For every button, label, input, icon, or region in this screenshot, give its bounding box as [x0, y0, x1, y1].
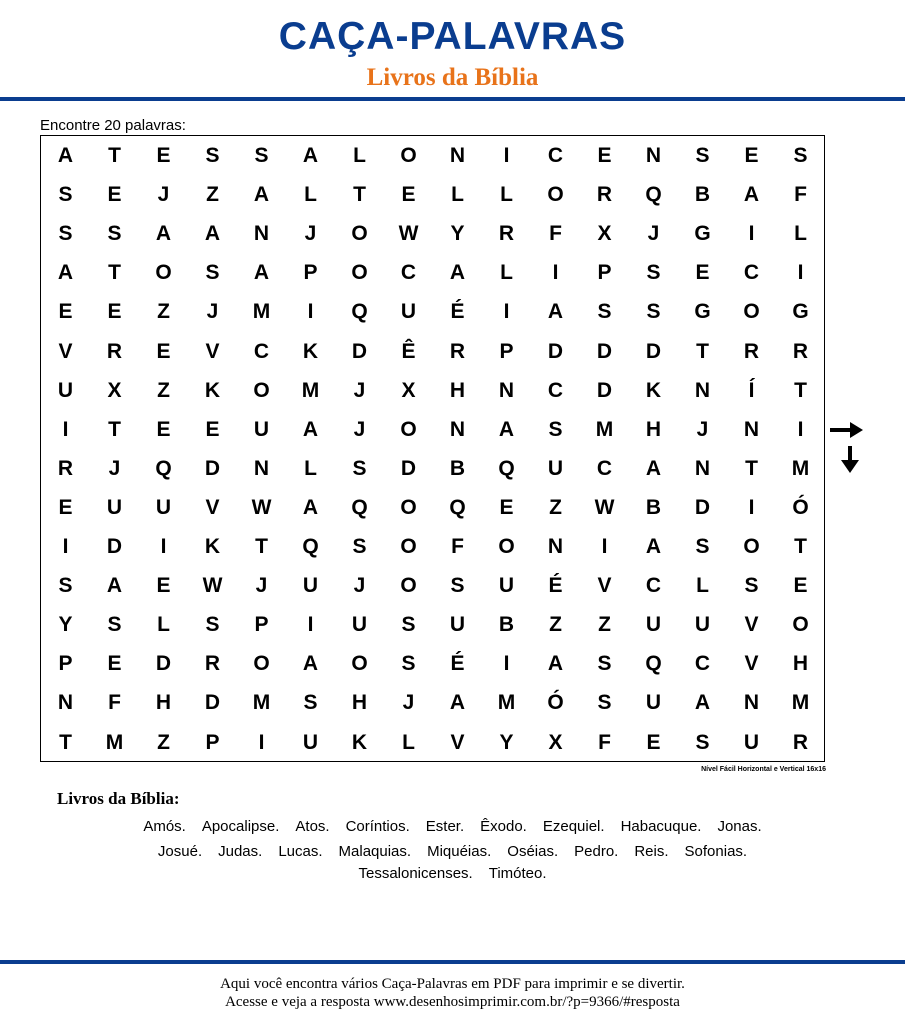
grid-cell: E — [744, 144, 759, 167]
grid-cell: T — [353, 183, 366, 207]
grid-cell: S — [58, 222, 73, 246]
grid-cell: O — [792, 613, 809, 637]
grid-cell: R — [596, 183, 613, 207]
grid-cell: D — [694, 495, 711, 519]
grid-cell: W — [251, 495, 272, 519]
grid-cell: U — [106, 495, 123, 519]
word-list-item: Atos. — [295, 818, 330, 835]
grid-cell: S — [205, 261, 220, 285]
grid-cell: N — [694, 456, 711, 480]
grid-cell: K — [645, 378, 662, 402]
grid-cell: A — [155, 222, 172, 246]
grid-cell: J — [353, 574, 366, 598]
grid-cell: U — [155, 495, 172, 519]
grid-cell: E — [156, 574, 171, 598]
grid-cell: E — [646, 730, 661, 754]
grid-cell: C — [547, 378, 564, 402]
grid-cell: K — [204, 378, 221, 402]
grid-cell: V — [450, 730, 465, 754]
grid-cell: E — [205, 417, 220, 441]
grid-cell: L — [794, 222, 807, 246]
page-title: CAÇA-PALAVRAS — [278, 15, 627, 58]
grid-cell: D — [204, 691, 221, 715]
grid-cell: D — [596, 339, 613, 363]
grid-cell: X — [401, 378, 416, 402]
grid-cell: S — [352, 535, 367, 558]
grid-cell: N — [694, 378, 711, 402]
grid-cell: S — [205, 144, 220, 167]
grid-cell: E — [107, 183, 122, 207]
grid-cell: B — [645, 495, 662, 519]
grid-cell: C — [596, 456, 613, 480]
grid-cell: D — [204, 456, 221, 480]
grid-cell: C — [253, 339, 270, 363]
grid-cell: J — [353, 378, 366, 402]
grid-cell: B — [449, 456, 466, 480]
grid-cell: I — [601, 535, 608, 558]
grid-cell: R — [106, 339, 123, 363]
grid-cell: L — [304, 456, 317, 480]
grid-cell: A — [547, 652, 564, 676]
grid-cell: M — [301, 378, 320, 402]
word-list-line — [0, 842, 905, 862]
grid-cell: M — [252, 691, 271, 715]
grid-cell: A — [449, 261, 466, 285]
grid-cell: N — [743, 417, 760, 441]
grid-cell: L — [696, 574, 709, 598]
word-list-item: Habacuque. — [620, 818, 702, 835]
grid-cell: U — [694, 613, 711, 637]
grid-cell: Z — [549, 495, 562, 519]
grid-cell: U — [253, 417, 270, 441]
grid-cell: Y — [450, 222, 465, 246]
footer-rule — [0, 960, 905, 964]
grid-cell: O — [351, 261, 368, 285]
grid-cell: P — [303, 261, 318, 285]
grid-cell: S — [793, 144, 808, 167]
grid-cell: O — [155, 261, 172, 285]
grid-cell: S — [205, 613, 220, 637]
word-list-item: Malaquias. — [338, 843, 412, 860]
grid-cell: S — [597, 691, 612, 715]
grid-cell: Z — [549, 613, 562, 637]
grid-cell: S — [401, 613, 416, 637]
grid-cell: S — [58, 183, 73, 207]
grid-cell: I — [503, 300, 510, 324]
grid-cell: U — [547, 456, 564, 480]
grid-cell: B — [498, 613, 515, 637]
grid-cell: U — [743, 730, 760, 754]
grid-cell: A — [743, 183, 760, 207]
grid-cell: L — [402, 730, 415, 754]
grid-cell: O — [400, 574, 417, 598]
grid-cell: F — [108, 691, 121, 715]
word-list-item: Êxodo. — [480, 818, 527, 835]
grid-cell: T — [794, 535, 807, 558]
grid-cell: N — [253, 456, 270, 480]
grid-cell: A — [253, 261, 270, 285]
grid-cell: U — [498, 574, 515, 598]
grid-cell: J — [255, 574, 268, 598]
grid-cell: N — [547, 535, 564, 558]
grid-cell: Z — [206, 183, 219, 207]
grid-cell: O — [253, 378, 270, 402]
grid-cell: Z — [598, 613, 611, 637]
grid-cell: A — [645, 535, 662, 558]
grid-cell: O — [498, 535, 515, 558]
grid-cell: I — [62, 417, 69, 441]
word-list-item: Ester. — [425, 818, 465, 835]
grid-cell: Q — [155, 456, 172, 480]
grid-cell: A — [204, 222, 221, 246]
grid-cell: O — [400, 535, 417, 558]
grid-cell: E — [695, 261, 710, 285]
grid-cell: S — [107, 613, 122, 637]
grid-cell: G — [792, 300, 809, 324]
grid-cell: J — [696, 417, 709, 441]
grid-cell: K — [204, 535, 221, 558]
grid-cell: T — [108, 261, 121, 285]
grid-cell: S — [597, 652, 612, 676]
grid-cell: S — [254, 144, 269, 167]
word-list-item: Miquéias. — [427, 843, 492, 860]
footer-line-1: Aqui você encontra vários Caça-Palavras em PDF para imprimir e se divertir. — [220, 976, 685, 992]
word-list-item: Lucas. — [278, 843, 323, 860]
grid-cell: N — [449, 417, 466, 441]
grid-cell: R — [449, 339, 466, 363]
grid-cell: A — [302, 144, 319, 167]
grid-cell: E — [58, 300, 73, 324]
grid-cell: S — [548, 417, 563, 441]
grid-cell: D — [596, 378, 613, 402]
grid-cell: N — [498, 378, 515, 402]
grid-cell: T — [794, 378, 807, 402]
word-list-item: Apocalipse. — [201, 818, 280, 835]
grid-cell: U — [400, 300, 417, 324]
grid-cell: U — [302, 574, 319, 598]
grid-cell: G — [694, 300, 711, 324]
grid-cell: L — [500, 261, 513, 285]
grid-cell: E — [793, 574, 808, 598]
grid-cell: I — [748, 495, 755, 519]
grid-cell: C — [694, 652, 711, 676]
grid-cell: W — [202, 574, 223, 598]
grid-cell: E — [597, 144, 612, 167]
grid-cell: O — [400, 144, 417, 167]
grid-cell: A — [645, 456, 662, 480]
grid-cell: I — [307, 300, 314, 324]
grid-cell: H — [351, 691, 368, 715]
grid-cell: H — [449, 378, 466, 402]
grid-cell: R — [743, 339, 760, 363]
grid-cell: L — [500, 183, 513, 207]
grid-cell: F — [451, 535, 464, 558]
grid-cell: L — [451, 183, 464, 207]
grid-cell: X — [107, 378, 122, 402]
grid-cell: P — [499, 339, 514, 363]
grid-cell: O — [547, 183, 564, 207]
grid-cell: Q — [351, 495, 368, 519]
grid-cell: A — [498, 417, 515, 441]
grid-cell: V — [58, 339, 73, 363]
grid-cell: O — [400, 417, 417, 441]
grid-cell: V — [597, 574, 612, 598]
grid-cell: Z — [157, 730, 170, 754]
grid-cell: Ê — [401, 339, 416, 363]
grid-cell: R — [57, 456, 74, 480]
grid-cell: U — [57, 378, 74, 402]
grid-cell: É — [450, 652, 465, 676]
grid-cell: W — [398, 222, 419, 246]
grid-cell: T — [745, 456, 758, 480]
word-list-item: Tessalonicenses. — [358, 865, 473, 882]
grid-cell: D — [106, 535, 123, 558]
grid-cell: Y — [58, 613, 73, 637]
grid-cell: S — [107, 222, 122, 246]
grid-cell: U — [645, 613, 662, 637]
grid-cell: S — [646, 261, 661, 285]
grid-cell: E — [156, 339, 171, 363]
grid-cell: M — [252, 300, 271, 324]
grid-cell: O — [400, 495, 417, 519]
grid-cell: E — [401, 183, 416, 207]
grid-cell: N — [645, 144, 662, 167]
grid-cell: M — [791, 691, 810, 715]
grid-cell: G — [694, 222, 711, 246]
grid-cell: O — [743, 300, 760, 324]
grid-cell: D — [351, 339, 368, 363]
grid-cell: Y — [499, 730, 514, 754]
grid-cell: I — [62, 535, 69, 558]
instructions: Encontre 20 palavras: — [40, 117, 186, 134]
grid-cell: H — [155, 691, 172, 715]
grid-cell: E — [107, 652, 122, 676]
grid-cell: I — [552, 261, 559, 285]
grid-cell: S — [695, 730, 710, 754]
grid-cell: E — [156, 417, 171, 441]
grid-cell: D — [645, 339, 662, 363]
grid-cell: A — [302, 417, 319, 441]
grid-cell: E — [107, 300, 122, 324]
grid-cell: H — [792, 652, 809, 676]
grid-cell: U — [351, 613, 368, 637]
grid-cell: O — [253, 652, 270, 676]
grid-cell: D — [547, 339, 564, 363]
grid-cell: A — [302, 652, 319, 676]
word-list-line — [0, 817, 905, 837]
grid-cell: S — [597, 300, 612, 324]
grid-cell: D — [155, 652, 172, 676]
grid-cell: A — [302, 495, 319, 519]
grid-cell: C — [400, 261, 417, 285]
grid-cell: É — [548, 574, 563, 598]
grid-cell: S — [744, 574, 759, 598]
grid-cell: I — [748, 222, 755, 246]
grid-cell: S — [646, 300, 661, 324]
grid-cell: P — [205, 730, 220, 754]
grid-cell: Z — [157, 378, 170, 402]
grid-cell: N — [253, 222, 270, 246]
word-list-line — [0, 864, 905, 884]
grid-cell: S — [58, 574, 73, 598]
grid-cell: T — [696, 339, 709, 363]
word-list-item: Oséias. — [507, 843, 559, 860]
grid-cell: U — [302, 730, 319, 754]
grid-cell: F — [549, 222, 562, 246]
grid-cell: A — [57, 261, 74, 285]
grid-cell: U — [645, 691, 662, 715]
grid-cell: K — [302, 339, 319, 363]
grid-cell: T — [59, 730, 72, 754]
grid-cell: F — [598, 730, 611, 754]
grid-cell: B — [694, 183, 711, 207]
grid-cell: S — [303, 691, 318, 715]
word-list-item: Timóteo. — [488, 865, 547, 882]
word-search-grid — [40, 135, 825, 762]
grid-cell: M — [791, 456, 810, 480]
grid-cell: E — [156, 144, 171, 167]
grid-cell: T — [108, 417, 121, 441]
grid-cell: D — [400, 456, 417, 480]
grid-cell: I — [797, 417, 804, 441]
grid-cell: P — [597, 261, 612, 285]
grid-cell: I — [160, 535, 167, 558]
grid-cell: O — [743, 535, 760, 558]
grid-cell: I — [503, 652, 510, 676]
grid-cell: F — [794, 183, 807, 207]
grid-cell: Q — [645, 183, 662, 207]
grid-cell: C — [547, 144, 564, 167]
grid-cell: S — [695, 535, 710, 558]
grid-cell: Q — [302, 535, 319, 558]
grid-cell: I — [307, 613, 314, 637]
grid-cell: E — [499, 495, 514, 519]
grid-cell: A — [57, 144, 74, 167]
grid-cell: I — [797, 261, 804, 285]
arrow-right-icon — [830, 421, 864, 439]
grid-cell: N — [449, 144, 466, 167]
grid-cell: S — [450, 574, 465, 598]
grid-cell: S — [352, 456, 367, 480]
grid-cell: N — [743, 691, 760, 715]
footer-line-2: Acesse e veja a resposta www.desenhosimprimir.com.br/?p=9366/#resposta — [225, 994, 680, 1010]
word-list-item: Ezequiel. — [542, 818, 605, 835]
grid-cell: V — [744, 652, 759, 676]
grid-cell: L — [157, 613, 170, 637]
grid-cell: É — [450, 300, 465, 324]
word-list-item: Sofonias. — [684, 843, 748, 860]
header-rule — [0, 97, 905, 101]
grid-cell: J — [353, 417, 366, 441]
grid-cell: K — [351, 730, 368, 754]
grid-cell: W — [594, 495, 615, 519]
grid-cell: T — [108, 144, 121, 167]
word-list-item: Jonas. — [717, 818, 762, 835]
grid-cell: Q — [645, 652, 662, 676]
grid-cell: L — [304, 183, 317, 207]
grid-cell: Q — [449, 495, 466, 519]
grid-cell: V — [205, 339, 220, 363]
grid-cell: H — [645, 417, 662, 441]
grid-cell: M — [595, 417, 614, 441]
grid-cell: J — [647, 222, 660, 246]
word-list-item: Josué. — [157, 843, 203, 860]
grid-cell: O — [351, 652, 368, 676]
grid-cell: Q — [498, 456, 515, 480]
grid-cell: J — [157, 183, 170, 207]
word-list-item: Pedro. — [574, 843, 619, 860]
grid-cell: S — [695, 144, 710, 167]
grid-cell: M — [497, 691, 516, 715]
word-list-item: Amós. — [143, 818, 186, 835]
grid-cell: A — [547, 300, 564, 324]
grid-cell: A — [106, 574, 123, 598]
grid-cell: Ó — [547, 691, 564, 715]
grid-cell: O — [351, 222, 368, 246]
grid-cell: V — [205, 495, 220, 519]
grid-cell: I — [258, 730, 265, 754]
grid-cell: C — [743, 261, 760, 285]
grid-cell: P — [58, 652, 73, 676]
grid-cell: R — [792, 339, 809, 363]
page-subtitle: Livros da Bíblia — [366, 64, 539, 91]
level-note: Nível Fácil Horizontal e Vertical 16x16 — [701, 766, 826, 773]
grid-cell: T — [255, 535, 268, 558]
grid-cell: U — [449, 613, 466, 637]
grid-cell: J — [108, 456, 121, 480]
grid-cell: Z — [157, 300, 170, 324]
word-list-item: Reis. — [634, 843, 669, 860]
grid-cell: C — [645, 574, 662, 598]
grid-cell: V — [744, 613, 759, 637]
grid-cell: Ó — [792, 495, 809, 519]
word-list-item: Coríntios. — [345, 818, 410, 835]
grid-cell: S — [401, 652, 416, 676]
grid-cell: Í — [748, 378, 755, 402]
grid-cell: R — [204, 652, 221, 676]
grid-cell: P — [254, 613, 269, 637]
grid-cell: A — [694, 691, 711, 715]
grid-cell: J — [206, 300, 219, 324]
grid-cell: J — [304, 222, 317, 246]
grid-cell: R — [498, 222, 515, 246]
arrow-down-icon — [840, 446, 860, 474]
grid-cell: X — [548, 730, 563, 754]
grid-cell: R — [792, 730, 809, 754]
grid-cell: X — [597, 222, 612, 246]
word-list-item: Judas. — [218, 843, 263, 860]
grid-cell: A — [253, 183, 270, 207]
grid-cell: I — [503, 144, 510, 167]
grid-cell: N — [57, 691, 74, 715]
grid-cell: M — [105, 730, 124, 754]
grid-cell: J — [402, 691, 415, 715]
grid-cell: L — [353, 144, 366, 167]
grid-cell: E — [58, 495, 73, 519]
word-list-title: Livros da Bíblia: — [57, 789, 180, 808]
grid-cell: A — [449, 691, 466, 715]
grid-cell: Q — [351, 300, 368, 324]
